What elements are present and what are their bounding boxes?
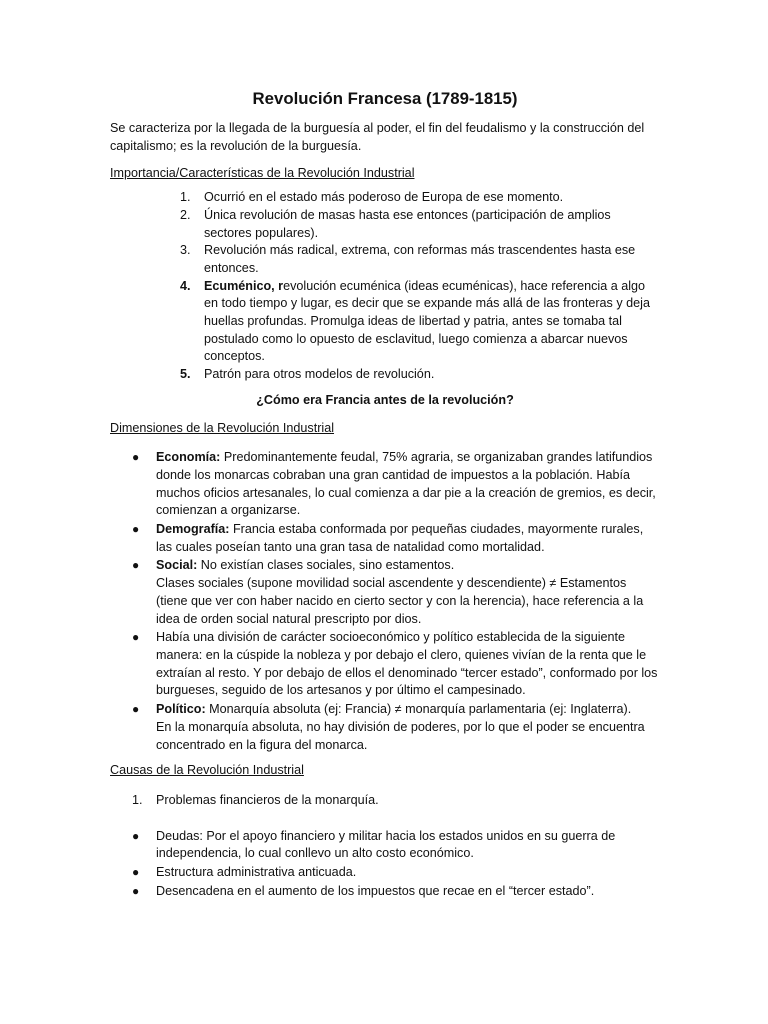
list-item-text: Patrón para otros modelos de revolución. — [204, 367, 435, 382]
list-item-text: Francia estaba conformada por pequeñas ciudades, mayormente rurales, las cuales poseían tanto una gran tasa de natalidad como mortalidad. — [156, 522, 644, 554]
page-title: Revolución Francesa (1789-1815) — [252, 89, 518, 108]
list-number: 1. — [132, 792, 143, 807]
list-item-lead: Economía: — [156, 450, 221, 465]
list-item-text: Estructura administrativa anticuada. — [156, 865, 357, 880]
list-item — [110, 449, 660, 520]
dimensiones-list — [110, 449, 660, 754]
list-item-text: Había una división de carácter socioeconómico y político establecida de la siguiente manera: en la cúspide la nobleza y por debajo el clero, quienes vivían de la renta que le extraían al resto. Y por debajo de ellos el denominado “tercer estado”, conformado por los burgueses, seguido de los artesanos y por último el campesinado. — [156, 630, 658, 698]
list-number: 3. — [180, 243, 191, 258]
list-number: 1. — [180, 190, 191, 205]
list-item-text: Desencadena en el aumento de los impuestos que recae en el “tercer estado”. — [156, 883, 595, 898]
bullet-icon: ● — [132, 702, 140, 717]
list-item — [110, 521, 660, 556]
list-item — [110, 701, 660, 754]
list-item-text: Monarquía absoluta (ej: Francia) ≠ monarquía parlamentaria (ej: Inglaterra). — [205, 702, 632, 717]
bullet-icon: ● — [132, 522, 140, 537]
list-number: 4. — [180, 278, 191, 293]
list-item — [110, 366, 660, 384]
list-item — [110, 278, 660, 367]
list-item — [110, 828, 660, 863]
list-item — [110, 207, 660, 242]
list-item-text: Deudas: Por el apoyo financiero y militar hacia los estados unidos en su guerra de independencia, lo cual conllevo un alto costo económico. — [156, 828, 616, 861]
list-item — [110, 557, 660, 628]
list-item-text: Problemas financieros de la monarquía. — [156, 792, 379, 807]
list-item — [110, 189, 660, 207]
list-item — [110, 883, 660, 901]
list-item — [110, 629, 660, 700]
bullet-icon: ● — [132, 558, 140, 573]
bullet-icon: ● — [132, 883, 140, 898]
bullet-icon: ● — [132, 828, 140, 843]
causas-numbered-list — [110, 792, 660, 810]
intro-paragraph: Se caracteriza por la llegada de la burguesía al poder, el fin del feudalismo y la construcción del capitalismo; es la revolución de la burguesía. — [110, 121, 645, 153]
list-item-lead: Político: — [156, 702, 206, 717]
list-item-lead: Demografía: — [156, 522, 230, 537]
list-item-text: No existían clases sociales, sino estamentos. — [197, 558, 455, 573]
list-item-lead: Social: — [156, 558, 198, 573]
list-item — [110, 792, 660, 810]
list-number: 5. — [180, 367, 191, 382]
list-item-lead: Ecuménico, r — [204, 278, 284, 293]
section-heading-importancia: Importancia/Características de la Revolución Industrial — [110, 166, 415, 181]
list-item — [110, 242, 660, 277]
section-question: ¿Cómo era Francia antes de la revolución? — [256, 392, 514, 407]
list-item-text: Predominantemente feudal, 75% agraria, se organizaban grandes latifundios donde los monarcas cobraban una gran cantidad de impuestos a la población. Había muchos oficios artesanales, lo cual comienza a dar pie a la creación de gremios, es decir, comienzan a organizarse. — [156, 450, 656, 518]
bullet-icon: ● — [132, 865, 140, 880]
list-item-text: evolución ecuménica (ideas ecuménicas), hace referencia a algo en todo tiempo y lugar, es decir que se expande más allá de las fronteras y deja huellas profundas. Promulga ideas de libertad y patria, antes se tomaba tal postulado como lo opuesto de esclavitud, luego comienza a abarcar nuevos conceptos. — [204, 278, 650, 364]
list-item-text: Ocurrió en el estado más poderoso de Europa de ese momento. — [204, 190, 564, 205]
list-item — [110, 864, 660, 882]
list-item-extra: Clases sociales (supone movilidad social ascendente y descendiente) ≠ Estamentos (tiene que ver con haber nacido en cierto sector y con la herencia), hace referencia a la idea de orden social natural prescripto por dios. — [156, 576, 644, 626]
section-heading-causas: Causas de la Revolución Industrial — [110, 763, 304, 778]
bullet-icon: ● — [132, 630, 140, 645]
section-heading-dimensiones: Dimensiones de la Revolución Industrial — [110, 420, 335, 435]
importancia-list — [110, 189, 660, 384]
bullet-icon: ● — [132, 450, 140, 465]
list-item-text: Revolución más radical, extrema, con reformas más trascendentes hasta ese entonces. — [204, 243, 636, 275]
causas-bullet-list — [110, 828, 660, 901]
list-item-text: Única revolución de masas hasta ese entonces (participación de amplios sectores populares). — [204, 207, 611, 240]
list-item-extra: En la monarquía absoluta, no hay división de poderes, por lo que el poder se encuentra concentrado en la figura del monarca. — [156, 719, 645, 752]
list-number: 2. — [180, 207, 191, 222]
